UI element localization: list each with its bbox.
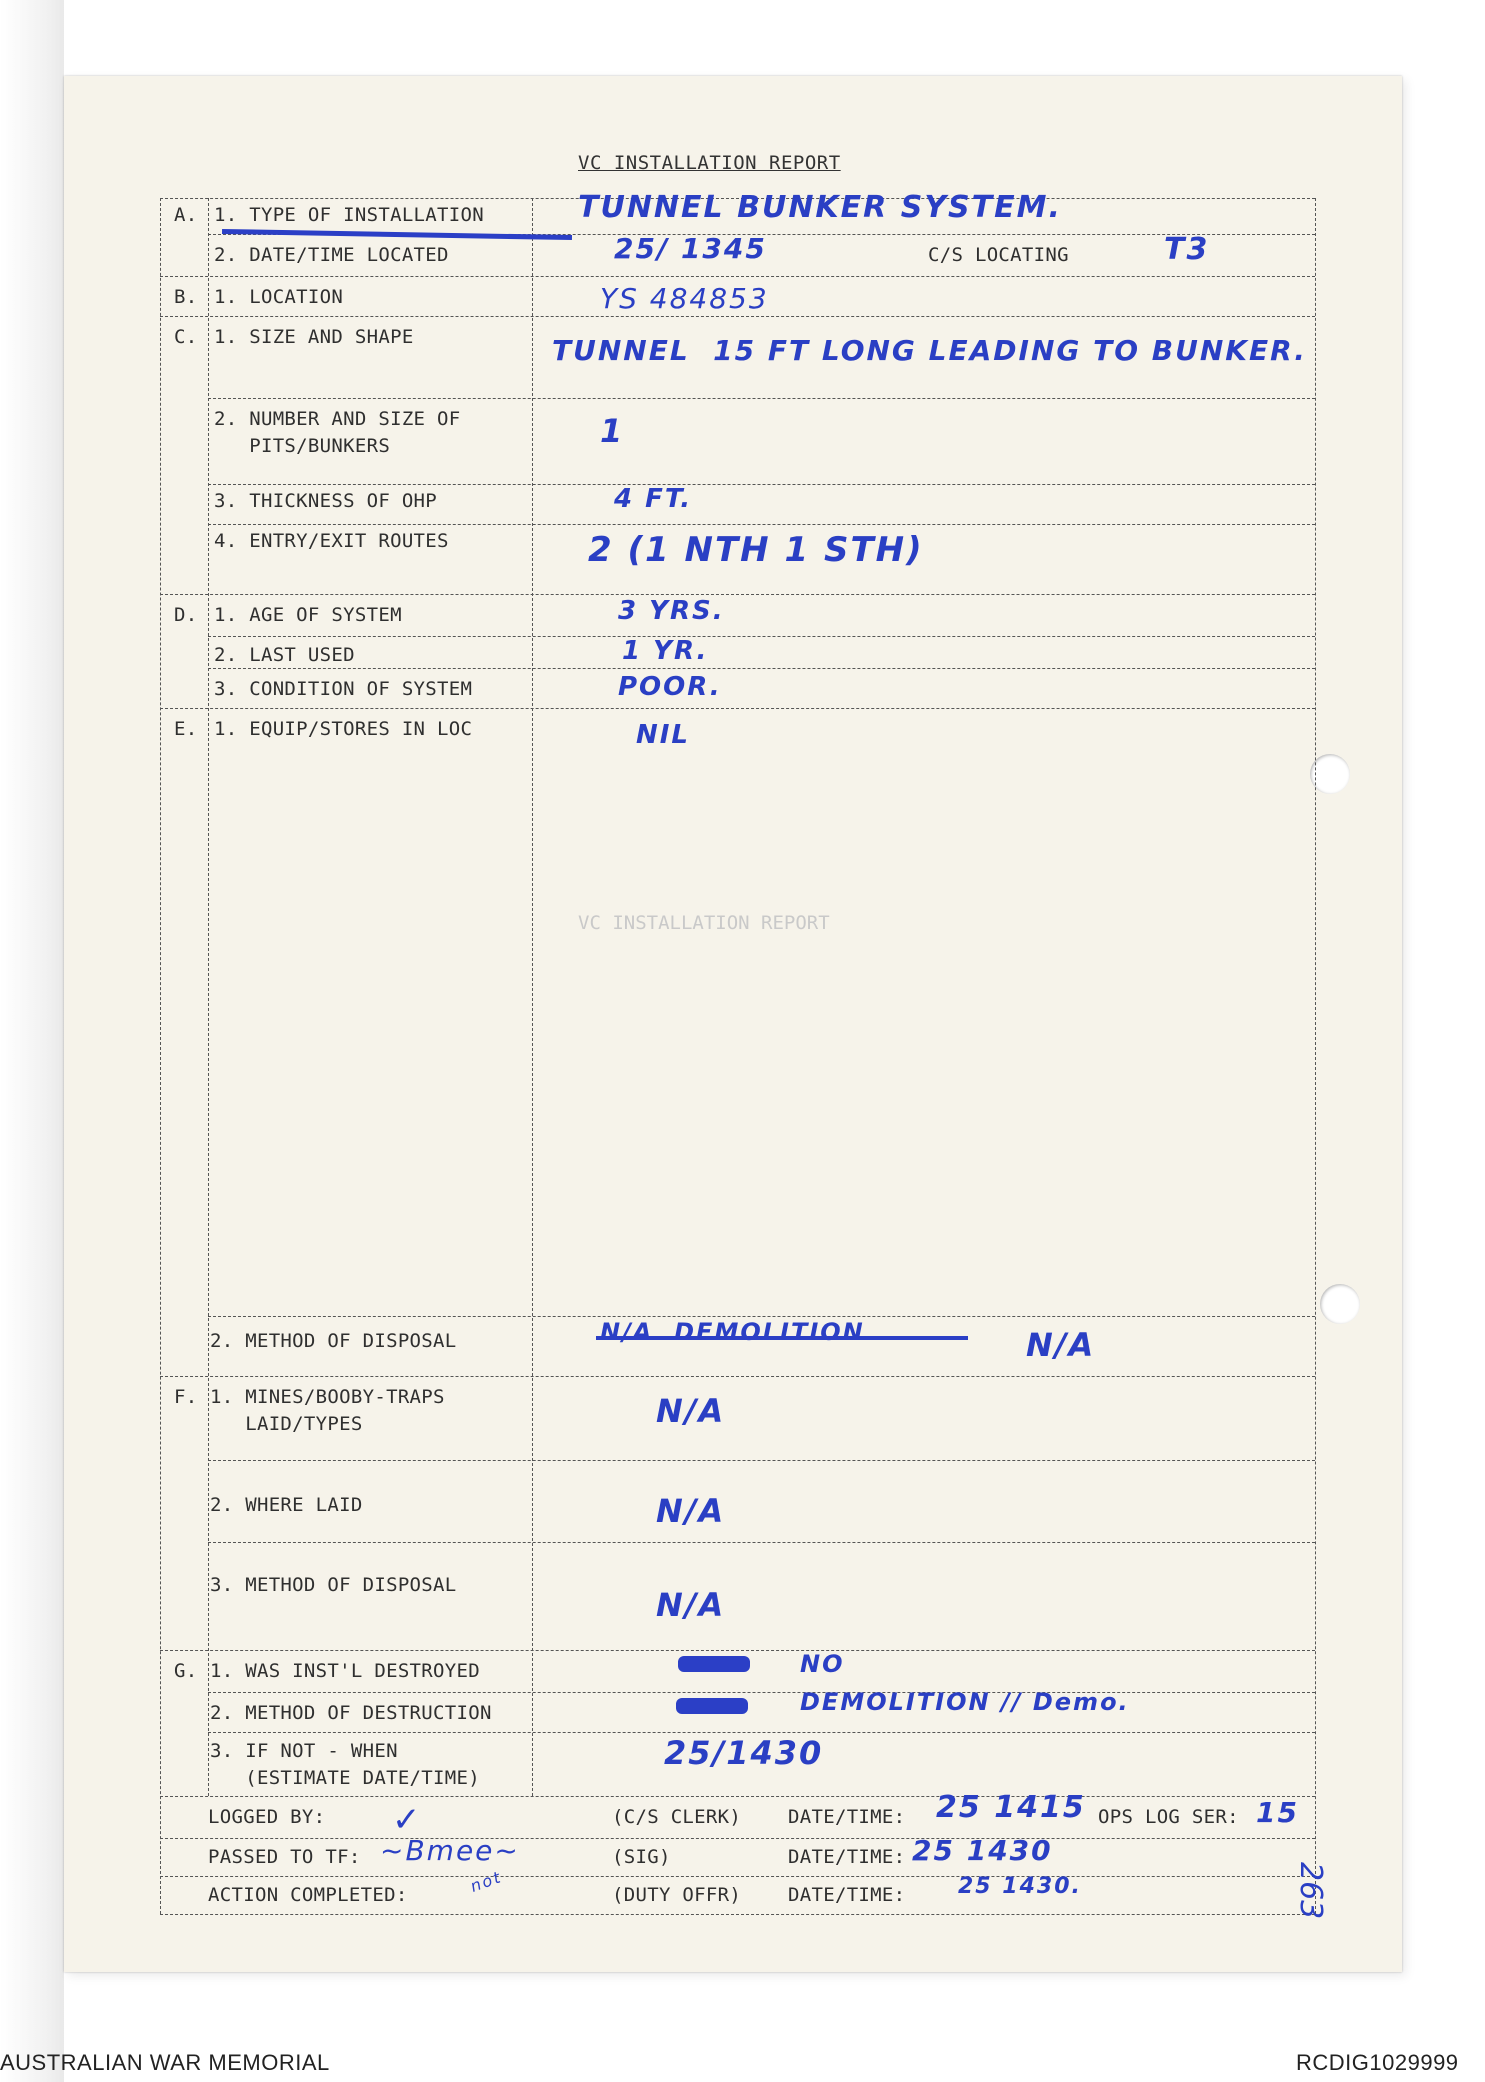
answer-condition: POOR. [618,672,722,702]
form-line [208,1692,1315,1693]
answer-destroyed: NO [800,1650,845,1678]
form-line [208,1542,1315,1543]
label-destruction: 2. METHOD OF DESTRUCTION [210,1702,492,1724]
answer-disposal-struck: N/A DEMOLITION [600,1318,865,1346]
footer-institution: AUSTRALIAN WAR MEMORIAL [0,2050,330,2075]
label-location: 1. LOCATION [214,286,344,308]
label-routes: 4. ENTRY/EXIT ROUTES [214,530,449,552]
label-disposal: 2. METHOD OF DISPOSAL [210,1330,457,1352]
redaction-scribble [676,1698,748,1714]
section-c: C. [174,326,198,348]
answer-equip: NIL [636,720,691,750]
signature-passed: ~Bmee~ [380,1834,520,1867]
answer-ops-ser: 15 [1256,1796,1299,1829]
answer-disposal: N/A [1026,1326,1096,1364]
label-cs-clerk: (C/S CLERK) [612,1806,742,1828]
answer-logged-time: 25 1415 [936,1790,1086,1825]
answer-destruction: DEMOLITION // Demo. [800,1688,1130,1716]
form-line [208,1460,1315,1461]
form-line [160,594,1315,595]
form-line [208,636,1315,637]
answer-action-time: 25 1430. [958,1874,1082,1899]
label-ops-log: OPS LOG SER: [1098,1806,1239,1828]
strikethrough [596,1336,968,1340]
label-pits: 2. NUMBER AND SIZE OF PITS/BUNKERS [214,408,461,457]
section-b: B. [174,286,198,308]
form-line [160,276,1315,277]
label-when: 3. IF NOT - WHEN (ESTIMATE DATE/TIME) [210,1740,480,1789]
answer-passed-time: 25 1430 [912,1834,1053,1867]
label-where-laid: 2. WHERE LAID [210,1494,363,1516]
answer-mines: N/A [656,1392,726,1430]
form-line [208,484,1315,485]
form-line [208,1316,1315,1317]
label-size-shape: 1. SIZE AND SHAPE [214,326,414,348]
label-mines: 1. MINES/BOOBY-TRAPS LAID/TYPES [210,1386,445,1435]
label-duty-offr: (DUTY OFFR) [612,1884,742,1906]
section-d: D. [174,604,198,626]
scan-margin [0,0,64,2082]
answer-when: 25/1430 [664,1734,824,1772]
redaction-scribble [678,1656,750,1672]
form-line [208,398,1315,399]
label-destroyed: 1. WAS INST'L DESTROYED [210,1660,480,1682]
report-title: VC INSTALLATION REPORT [578,152,841,174]
form-line [160,1914,1315,1915]
form-line [160,1838,1315,1839]
label-type: 1. TYPE OF INSTALLATION [214,204,484,226]
form-line [160,708,1315,709]
answer-location: YS 484853 [600,282,769,315]
section-e: E. [174,718,198,740]
action-note: not [467,1867,505,1896]
form-line [160,1650,1315,1651]
answer-routes: 2 (1 NTH 1 STH) [588,530,924,570]
form-line [160,1376,1315,1377]
label-logged-dt: DATE/TIME: [788,1806,906,1828]
label-action: ACTION COMPLETED: [208,1884,408,1906]
label-logged-by: LOGGED BY: [208,1806,326,1828]
form-line [208,1732,1315,1733]
label-mines-disposal: 3. METHOD OF DISPOSAL [210,1574,457,1596]
label-equip: 1. EQUIP/STORES IN LOC [214,718,473,740]
answer-date-located: 25/ 1345 [614,232,767,265]
form-line [160,316,1315,317]
form-divider [208,198,209,1796]
show-through-text: VC INSTALLATION REPORT [578,912,830,934]
form-line [160,1796,1315,1797]
answer-size-shape: TUNNEL 15 FT LONG LEADING TO BUNKER. [552,334,1307,367]
label-action-dt: DATE/TIME: [788,1884,906,1906]
form-line [160,1876,1315,1877]
label-last-used: 2. LAST USED [214,644,355,666]
label-condition: 3. CONDITION OF SYSTEM [214,678,473,700]
form-line [208,524,1315,525]
section-f: F. [174,1386,198,1408]
form-line [208,668,1315,669]
punch-hole [1320,1284,1360,1324]
form-border-right [1315,198,1316,1914]
answer-ohp: 4 FT. [614,484,693,514]
label-age: 1. AGE OF SYSTEM [214,604,402,626]
answer-where-laid: N/A [656,1492,726,1530]
label-cs-locating: C/S LOCATING [928,244,1069,266]
answer-type: TUNNEL BUNKER SYSTEM. [578,190,1062,225]
answer-cs-locating: T3 [1164,232,1210,267]
answer-pits: 1 [600,412,625,450]
signature-mark: ✓ [392,1800,423,1840]
punch-hole [1310,754,1350,794]
form-divider [532,198,533,1796]
footer-catalogue-id: RCDIG1029999 [1296,2050,1459,2075]
page-number: 263 [1293,1862,1328,1920]
label-date-located: 2. DATE/TIME LOCATED [214,244,449,266]
section-g: G. [174,1660,198,1682]
form-border-left [160,198,161,1914]
label-sig: (SIG) [612,1846,671,1868]
section-a: A. [174,204,198,226]
label-passed-to: PASSED TO TF: [208,1846,361,1868]
label-passed-dt: DATE/TIME: [788,1846,906,1868]
label-ohp: 3. THICKNESS OF OHP [214,490,438,512]
answer-mines-disposal: N/A [656,1586,726,1624]
answer-age: 3 YRS. [618,596,725,626]
answer-last-used: 1 YR. [622,636,709,666]
